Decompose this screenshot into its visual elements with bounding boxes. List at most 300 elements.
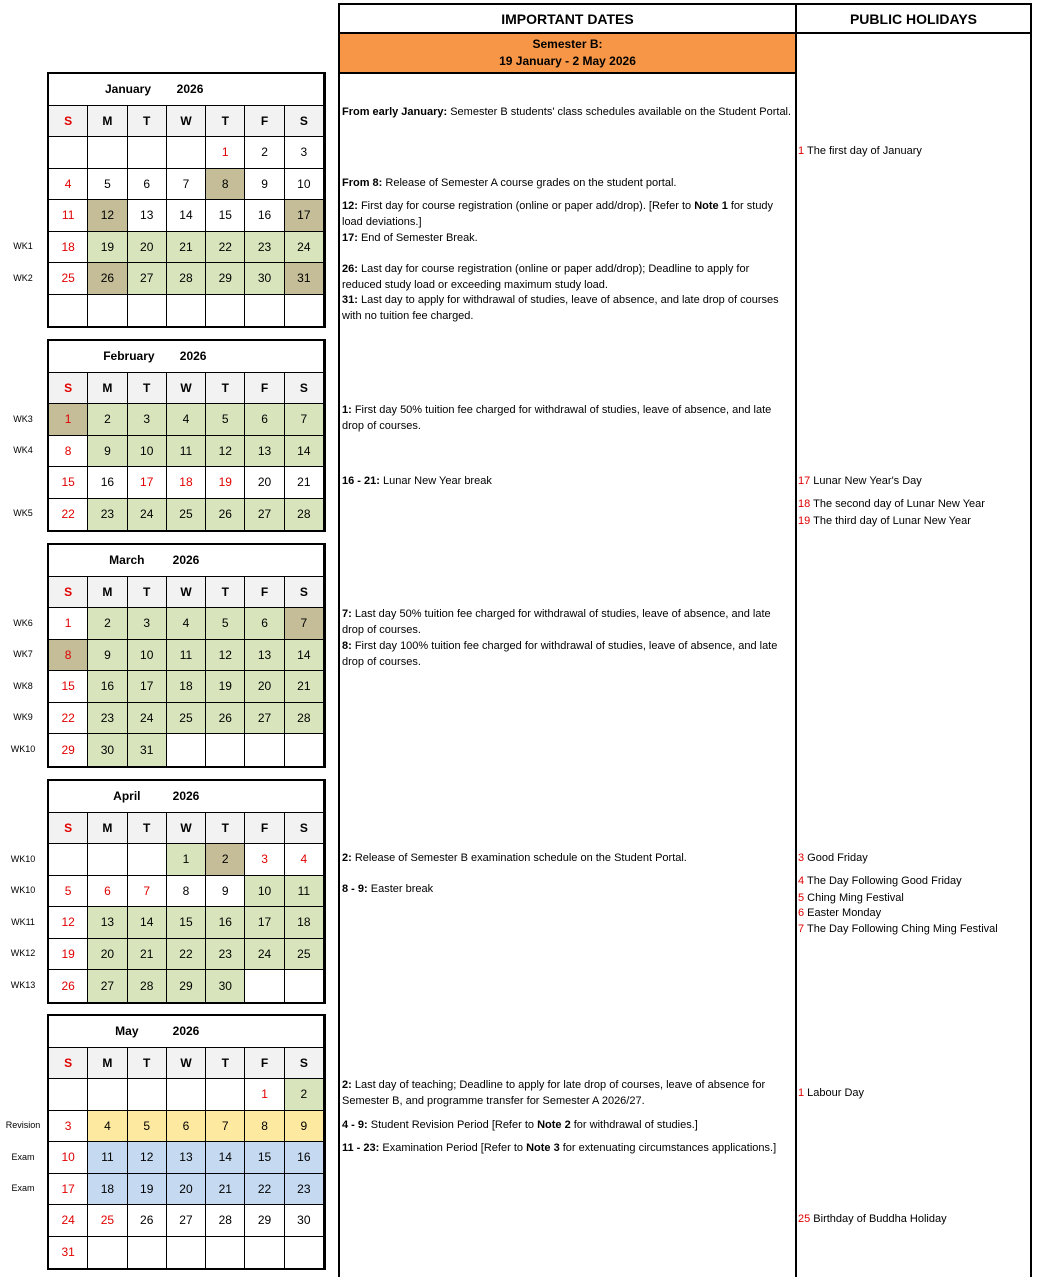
week-row	[49, 467, 323, 499]
day-cell: 11	[167, 436, 206, 467]
day-cell: 6	[167, 1111, 206, 1142]
day-cell: 23	[88, 703, 127, 734]
week-row	[49, 608, 323, 640]
day-cell: 7	[167, 169, 206, 200]
day-cell: 15	[206, 200, 245, 231]
weekday-header: F	[245, 106, 284, 137]
holiday-name: Good Friday	[804, 852, 868, 864]
event-entry	[342, 850, 792, 866]
month-year: 2026	[166, 781, 205, 812]
day-cell: 30	[285, 1205, 323, 1236]
day-cell: 4	[167, 404, 206, 435]
day-cell: 16	[206, 907, 245, 938]
day-cell: 20	[128, 232, 167, 263]
event-entry	[342, 292, 792, 324]
week-row	[49, 263, 323, 295]
column-divider-left	[338, 3, 340, 1277]
day-cell: 14	[206, 1142, 245, 1173]
event-entry	[342, 402, 792, 434]
day-cell: 1	[167, 844, 206, 875]
day-cell: 2	[245, 137, 284, 168]
weekday-header: F	[245, 813, 284, 844]
day-cell: 19	[128, 1174, 167, 1205]
title-cell	[249, 341, 286, 372]
day-cell: 26	[88, 263, 127, 294]
event-date: Note 2	[537, 1119, 571, 1131]
day-cell: 23	[245, 232, 284, 263]
day-cell: 17	[245, 907, 284, 938]
weekday-header: W	[167, 577, 206, 608]
week-row	[49, 734, 323, 766]
weekday-header: F	[245, 373, 284, 404]
day-cell: 20	[167, 1174, 206, 1205]
event-date: 12:	[342, 200, 358, 212]
empty-day-cell	[206, 295, 245, 327]
weekday-header: T	[206, 373, 245, 404]
column-divider-right	[1030, 3, 1032, 1277]
holiday-name: The Day Following Good Friday	[804, 875, 962, 887]
day-cell: 21	[285, 671, 323, 702]
day-cell: 6	[128, 169, 167, 200]
empty-day-cell	[88, 137, 127, 168]
week-row	[49, 939, 323, 971]
holiday-day: 18	[798, 498, 811, 510]
day-cell: 10	[285, 169, 323, 200]
event-entry	[342, 881, 792, 897]
event-entry	[342, 1077, 792, 1109]
day-cell: 2	[206, 844, 245, 875]
empty-day-cell	[285, 1237, 323, 1269]
holiday-name: The first day of January	[804, 145, 922, 157]
weekday-header: S	[49, 813, 88, 844]
holiday-day: 25	[798, 1213, 811, 1225]
day-cell: 28	[128, 970, 167, 1002]
day-cell: 13	[167, 1142, 206, 1173]
holiday-entry	[798, 473, 1028, 489]
week-row	[49, 1174, 323, 1206]
weekday-header: W	[167, 813, 206, 844]
weekday-header: M	[88, 106, 127, 137]
empty-day-cell	[245, 970, 284, 1002]
event-entry	[342, 198, 792, 230]
title-cell	[209, 74, 247, 105]
week-label: WK10	[10, 885, 36, 896]
month-year: 2026	[166, 1016, 205, 1047]
day-cell: 30	[88, 734, 127, 766]
day-cell: 11	[167, 640, 206, 671]
day-cell: 31	[285, 263, 323, 294]
day-cell: 15	[49, 467, 88, 498]
week-label: WK8	[13, 680, 33, 691]
event-entry	[342, 606, 792, 638]
weekday-header: T	[206, 577, 245, 608]
event-date: From 8:	[342, 177, 383, 189]
week-label: WK4	[13, 445, 33, 456]
event-text: Student Revision Period [Refer to	[367, 1119, 538, 1131]
title-cell	[285, 74, 323, 105]
month-name: March	[107, 545, 146, 576]
day-cell: 30	[245, 263, 284, 294]
title-cell	[49, 1016, 88, 1047]
event-text: Easter break	[367, 883, 434, 895]
event-date: 2:	[342, 852, 352, 864]
weekday-header: S	[49, 106, 88, 137]
weekday-header-row	[49, 106, 323, 138]
empty-day-cell	[167, 1079, 206, 1110]
day-cell: 27	[245, 499, 284, 531]
semester-banner	[340, 34, 795, 74]
holiday-name: The Day Following Ching Ming Festival	[804, 923, 998, 935]
empty-day-cell	[167, 137, 206, 168]
day-cell: 26	[206, 703, 245, 734]
month-calendar-may	[47, 1014, 326, 1270]
day-cell: 17	[49, 1174, 88, 1205]
empty-day-cell	[49, 844, 88, 875]
event-date: 11 - 23:	[342, 1142, 380, 1154]
holiday-entry	[798, 873, 1028, 889]
holiday-name: Labour Day	[804, 1087, 865, 1099]
event-text: Last day 50% tuition fee charged for withdrawal of studies, leave of absence, and late drop of courses.	[342, 608, 771, 636]
holiday-name: Lunar New Year's Day	[810, 475, 922, 487]
weekday-header: F	[245, 577, 284, 608]
day-cell: 1	[49, 608, 88, 639]
week-label: WK1	[13, 241, 33, 252]
holiday-entry	[798, 890, 1028, 906]
day-cell: 28	[206, 1205, 245, 1236]
holiday-name: The second day of Lunar New Year	[810, 498, 985, 510]
day-cell: 4	[49, 169, 88, 200]
day-cell: 24	[245, 939, 284, 970]
day-cell: 30	[206, 970, 245, 1002]
day-cell: 5	[206, 404, 245, 435]
empty-day-cell	[245, 1237, 284, 1269]
day-cell: 4	[285, 844, 323, 875]
day-cell: 27	[88, 970, 127, 1002]
week-row	[49, 1205, 323, 1237]
week-row	[49, 232, 323, 264]
event-entry	[342, 104, 792, 120]
day-cell: 9	[245, 169, 284, 200]
weekday-header: S	[49, 1048, 88, 1079]
day-cell: 13	[88, 907, 127, 938]
holiday-day: 6	[798, 907, 805, 919]
event-date: 26:	[342, 263, 358, 275]
event-date: 16 - 21:	[342, 475, 380, 487]
month-title-row	[49, 74, 323, 106]
weekday-header: T	[128, 373, 167, 404]
weekday-header: M	[88, 373, 127, 404]
empty-day-cell	[128, 844, 167, 875]
holiday-entry	[798, 1211, 1028, 1227]
event-date: 1:	[342, 404, 352, 416]
day-cell: 18	[167, 467, 206, 498]
empty-day-cell	[128, 295, 167, 327]
week-row	[49, 640, 323, 672]
day-cell: 26	[49, 970, 88, 1002]
title-cell	[284, 781, 323, 812]
weekday-header: S	[285, 577, 323, 608]
day-cell: 18	[167, 671, 206, 702]
event-date: 8:	[342, 640, 352, 652]
day-cell: 14	[285, 436, 323, 467]
weekday-header: T	[206, 106, 245, 137]
empty-day-cell	[206, 734, 245, 766]
week-row	[49, 295, 323, 327]
day-cell: 13	[245, 640, 284, 671]
day-cell: 25	[167, 499, 206, 531]
day-cell: 27	[245, 703, 284, 734]
day-cell: 3	[128, 404, 167, 435]
day-cell: 2	[88, 404, 127, 435]
day-cell: 5	[88, 169, 127, 200]
week-label: WK6	[13, 617, 33, 628]
day-cell: 31	[128, 734, 167, 766]
weekday-header: M	[88, 813, 127, 844]
month-title-row	[49, 545, 323, 577]
day-cell: 21	[206, 1174, 245, 1205]
weekday-header: T	[206, 1048, 245, 1079]
weekday-header: S	[285, 813, 323, 844]
event-date: 8 - 9:	[342, 883, 368, 895]
day-cell: 9	[285, 1111, 323, 1142]
day-cell: 19	[88, 232, 127, 263]
month-year: 2026	[171, 74, 209, 105]
event-text: Last day for course registration (online or paper add/drop); Deadline to apply for reduced study load or exceeding maximum study load.	[342, 263, 750, 291]
day-cell: 8	[206, 169, 245, 200]
day-cell: 20	[88, 939, 127, 970]
weekday-header-row	[49, 1048, 323, 1080]
holiday-day: 4	[798, 875, 805, 887]
empty-day-cell	[49, 295, 88, 327]
day-cell: 6	[88, 876, 127, 907]
day-cell: 22	[49, 499, 88, 531]
holiday-day: 17	[798, 475, 811, 487]
holiday-day: 3	[798, 852, 805, 864]
empty-day-cell	[167, 295, 206, 327]
event-date: 31:	[342, 294, 358, 306]
day-cell: 29	[167, 970, 206, 1002]
day-cell: 7	[206, 1111, 245, 1142]
day-cell: 19	[49, 939, 88, 970]
title-cell	[206, 545, 245, 576]
week-label: Exam	[11, 1151, 35, 1162]
week-row	[49, 1142, 323, 1174]
day-cell: 25	[88, 1205, 127, 1236]
weekday-header: T	[128, 1048, 167, 1079]
empty-day-cell	[206, 1079, 245, 1110]
month-year: 2026	[175, 341, 212, 372]
day-cell: 22	[167, 939, 206, 970]
day-cell: 12	[128, 1142, 167, 1173]
empty-day-cell	[49, 1079, 88, 1110]
weekday-header: S	[285, 1048, 323, 1079]
week-row	[49, 844, 323, 876]
event-date: 2:	[342, 1079, 352, 1091]
title-cell	[245, 1016, 284, 1047]
important-dates-header: IMPORTANT DATES	[501, 10, 634, 27]
day-cell: 28	[167, 263, 206, 294]
month-title-row	[49, 781, 323, 813]
day-cell: 16	[88, 467, 127, 498]
day-cell: 28	[285, 499, 323, 531]
day-cell: 25	[49, 263, 88, 294]
week-row	[49, 499, 323, 531]
empty-day-cell	[245, 295, 284, 327]
event-text: Lunar New Year break	[379, 475, 492, 487]
day-cell: 6	[245, 608, 284, 639]
empty-day-cell	[285, 970, 323, 1002]
holiday-entry	[798, 850, 1028, 866]
day-cell: 5	[206, 608, 245, 639]
event-entry	[342, 1117, 792, 1133]
week-row	[49, 200, 323, 232]
day-cell: 3	[245, 844, 284, 875]
event-entry	[342, 175, 792, 191]
day-cell: 24	[49, 1205, 88, 1236]
day-cell: 14	[128, 907, 167, 938]
empty-day-cell	[128, 1237, 167, 1269]
empty-day-cell	[167, 734, 206, 766]
day-cell: 14	[285, 640, 323, 671]
title-cell	[245, 545, 284, 576]
event-entry	[342, 261, 792, 293]
title-cell	[49, 74, 87, 105]
event-entry	[342, 473, 792, 489]
day-cell: 26	[128, 1205, 167, 1236]
day-cell: 2	[285, 1079, 323, 1110]
event-text: for withdrawal of studies.]	[570, 1119, 698, 1131]
day-cell: 22	[245, 1174, 284, 1205]
weekday-header-row	[49, 373, 323, 405]
empty-day-cell	[285, 734, 323, 766]
empty-day-cell	[128, 1079, 167, 1110]
weekday-header: S	[49, 373, 88, 404]
day-cell: 21	[128, 939, 167, 970]
weekday-header: T	[128, 577, 167, 608]
month-name: April	[107, 781, 146, 812]
day-cell: 13	[128, 200, 167, 231]
weekday-header-row	[49, 577, 323, 609]
day-cell: 27	[167, 1205, 206, 1236]
day-cell: 28	[285, 703, 323, 734]
holiday-day: 7	[798, 923, 805, 935]
day-cell: 26	[206, 499, 245, 531]
event-entry	[342, 638, 792, 670]
week-label: Exam	[11, 1183, 35, 1194]
day-cell: 15	[49, 671, 88, 702]
day-cell: 6	[245, 404, 284, 435]
day-cell: 29	[245, 1205, 284, 1236]
day-cell: 29	[49, 734, 88, 766]
week-row	[49, 436, 323, 468]
month-year: 2026	[166, 545, 205, 576]
empty-day-cell	[88, 844, 127, 875]
day-cell: 10	[128, 640, 167, 671]
weekday-header: T	[128, 813, 167, 844]
title-cell	[49, 341, 86, 372]
week-row	[49, 671, 323, 703]
holiday-day: 1	[798, 1087, 805, 1099]
day-cell: 4	[88, 1111, 127, 1142]
event-date: 4 - 9:	[342, 1119, 368, 1131]
day-cell: 1	[206, 137, 245, 168]
week-label: Revision	[5, 1120, 41, 1131]
day-cell: 1	[49, 404, 88, 435]
holiday-day: 5	[798, 892, 805, 904]
day-cell: 9	[88, 436, 127, 467]
event-text: Last day of teaching; Deadline to apply for late drop of courses, leave of absence for Semester B, and programme transfer for Semester A 2026/27.	[342, 1079, 766, 1107]
day-cell: 8	[167, 876, 206, 907]
day-cell: 14	[167, 200, 206, 231]
day-cell: 23	[285, 1174, 323, 1205]
event-date: From early January:	[342, 106, 448, 118]
week-row	[49, 876, 323, 908]
day-cell: 3	[49, 1111, 88, 1142]
day-cell: 17	[128, 467, 167, 498]
week-row	[49, 137, 323, 169]
weekday-header: M	[88, 1048, 127, 1079]
event-text: Release of Semester B examination schedule on the Student Portal.	[351, 852, 687, 864]
day-cell: 8	[245, 1111, 284, 1142]
day-cell: 7	[285, 404, 323, 435]
day-cell: 18	[285, 907, 323, 938]
day-cell: 24	[128, 703, 167, 734]
day-cell: 15	[245, 1142, 284, 1173]
empty-day-cell	[167, 1237, 206, 1269]
day-cell: 24	[285, 232, 323, 263]
week-label: WK10	[10, 743, 36, 754]
day-cell: 8	[49, 640, 88, 671]
event-date: 7:	[342, 608, 352, 620]
month-calendar-january	[47, 72, 326, 328]
weekday-header: S	[285, 106, 323, 137]
event-text: End of Semester Break.	[357, 232, 478, 244]
week-row	[49, 1111, 323, 1143]
day-cell: 12	[88, 200, 127, 231]
holiday-day: 1	[798, 145, 805, 157]
day-cell: 11	[49, 200, 88, 231]
event-text: Semester B students' class schedules available on the Student Portal.	[447, 106, 792, 118]
day-cell: 22	[49, 703, 88, 734]
holiday-entry	[798, 513, 1028, 529]
holiday-day: 19	[798, 515, 811, 527]
day-cell: 3	[128, 608, 167, 639]
semester-range: 19 January - 2 May 2026	[499, 54, 636, 68]
event-entry	[342, 230, 792, 246]
weekday-header: T	[128, 106, 167, 137]
day-cell: 4	[167, 608, 206, 639]
event-date: Note 3	[526, 1142, 560, 1154]
title-cell	[49, 545, 88, 576]
day-cell: 21	[167, 232, 206, 263]
day-cell: 20	[245, 467, 284, 498]
month-name: February	[103, 341, 154, 372]
title-cell	[206, 1016, 245, 1047]
day-cell: 2	[88, 608, 127, 639]
month-calendar-april	[47, 779, 326, 1004]
day-cell: 12	[206, 436, 245, 467]
day-cell: 11	[88, 1142, 127, 1173]
empty-day-cell	[88, 1237, 127, 1269]
title-cell	[212, 341, 249, 372]
day-cell: 12	[206, 640, 245, 671]
day-cell: 5	[128, 1111, 167, 1142]
week-label: WK11	[11, 916, 35, 927]
week-label: WK12	[10, 948, 36, 959]
event-text: First day 50% tuition fee charged for withdrawal of studies, leave of absence, and late drop of courses.	[342, 404, 772, 432]
weekday-header: W	[167, 1048, 206, 1079]
day-cell: 17	[285, 200, 323, 231]
